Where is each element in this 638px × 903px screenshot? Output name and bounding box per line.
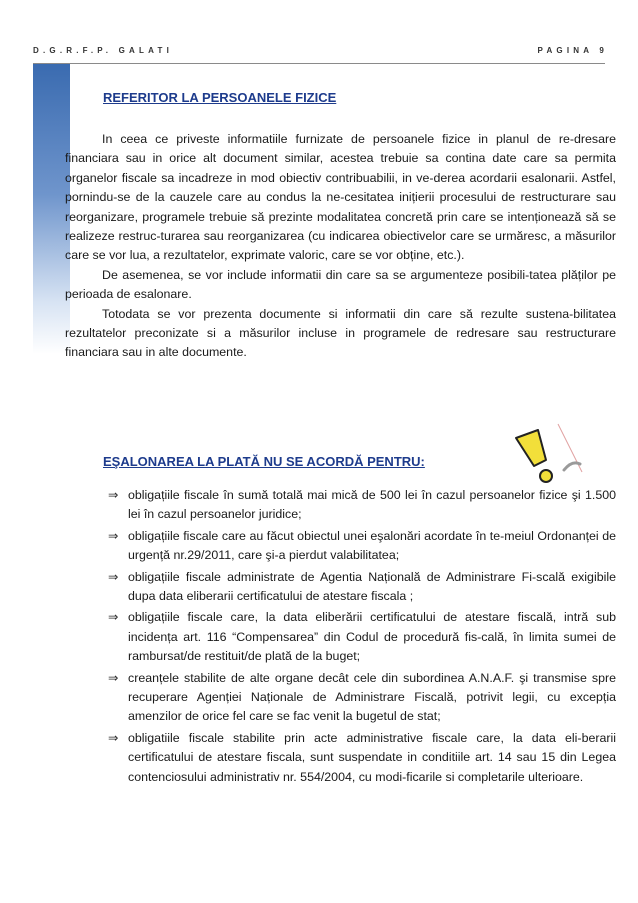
section-title-esalonare: EŞALONAREA LA PLATĂ NU SE ACORDĂ PENTRU: bbox=[103, 454, 425, 469]
section-title-persoane-fizice: REFERITOR LA PERSOANELE FIZICE bbox=[103, 90, 337, 105]
arrow-icon: ⇒ bbox=[108, 730, 119, 745]
list-item-text: obligațiile fiscale care au făcut obiectul unei eşalonări acordate în te-meiul Ordonanței de urgență nr.29/2011, care şi-a pierdut valabilitatea; bbox=[128, 528, 616, 563]
paragraph: De asemenea, se vor include informatii din care sa se argumenteze posibili-tatea plăților pe perioada de esalonare. bbox=[65, 267, 616, 302]
list-item bbox=[108, 729, 616, 787]
paragraph: In ceea ce priveste informatiile furnizate de persoanele fizice in planul de re-dresare financiara sau in orice alt document similar, acestea trebuie sa contina date care sa permita organelor fiscale sa incadreze in mod obiectiv contribuabilii, in ve-derea acordarii esalonarii. Astfel, pornindu-se de la cauzele care au condus la ne-cesitatea inițierii procesului de restructurare sau reorganizare, programele trebuie să prezinte modalitatea concretă prin care se intenționează să se realizeze restruc-turarea sau reorganizarea (cu indicarea obiectivelor care se urmăresc, a măsurilor care se vor lua, a rezultatelor, exprimate valoric, care se vor obține, etc.). bbox=[65, 132, 616, 263]
paragraph: Totodata se vor prezenta documente si informatii din care să rezulte sustena-bilitatea rezultatelor preconizate si a măsurilor incluse in programele de redresare sau restructurare financiara sau in alte documente. bbox=[65, 306, 616, 360]
list-item-text: creanțele stabilite de alte organe decât cele din subordinea A.N.A.F. şi transmise spre recuperare Agenției Naționale de Administrare Fiscală, potrivit legii, cu excepția amenzilor de orice fel care se fac venit la bugetul de stat; bbox=[128, 670, 616, 724]
list-item bbox=[108, 486, 616, 525]
list-item-text: obligațiile fiscale administrate de Agentia Națională de Administrare Fi-scală exigibile dupa data eliberarii certificatului de atestare fiscala ; bbox=[128, 569, 616, 604]
arrow-icon: ⇒ bbox=[108, 610, 119, 625]
section-body-persoane-fizice bbox=[65, 130, 616, 363]
list-item bbox=[108, 669, 616, 727]
arrow-icon: ⇒ bbox=[108, 670, 119, 685]
list-item-text: obligațiile fiscale în sumă totală mai mică de 500 lei în cazul persoanelor fizice şi 1.500 lei în cazul persoanelor juridice; bbox=[128, 488, 616, 522]
bullet-list bbox=[108, 486, 616, 789]
arrow-icon: ⇒ bbox=[108, 488, 119, 502]
header-org: D.G.R.F.P. GALATI bbox=[33, 46, 173, 55]
arrow-icon: ⇒ bbox=[108, 528, 119, 543]
list-item bbox=[108, 568, 616, 607]
list-item bbox=[108, 608, 616, 666]
arrow-icon: ⇒ bbox=[108, 569, 119, 584]
header-rule bbox=[33, 63, 605, 64]
header-page-number: PAGINA 9 bbox=[537, 46, 608, 55]
list-item-text: obligatiile fiscale stabilite prin acte administrative fiscale care, la data eli-berarii certificatului de atestare fiscala, sunt suspendate in conditiile art. 14 sau 15 din Legea contenciosului administrativ nr. 554/2004, cu modi-ficarile si completarile ulterioare. bbox=[128, 730, 616, 784]
list-item-text: obligațiile fiscale care, la data eliberării certificatului de atestare fiscală, intră sub incidența art. 116 “Compensarea” din Codul de procedură fis-cală, în limita sumei de rambursat/de restituit/de plată de la buget; bbox=[128, 610, 616, 664]
exclamation-clipart-icon bbox=[508, 420, 588, 486]
list-item bbox=[108, 527, 616, 566]
